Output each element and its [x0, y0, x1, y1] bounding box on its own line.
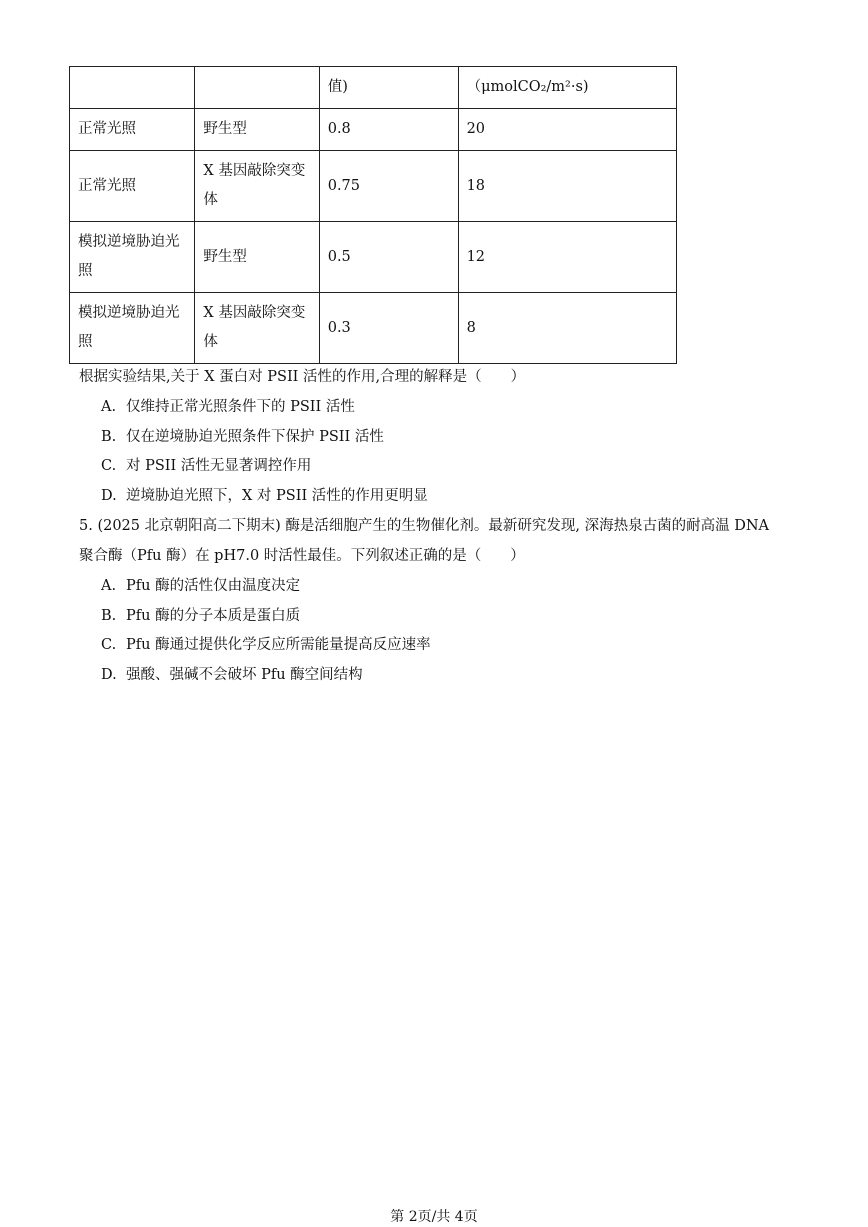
- q4-option-d[interactable]: [101, 485, 428, 507]
- option-text: 仅在逆境胁迫光照条件下保护 PSII 活性: [126, 429, 384, 445]
- table-cell: 正常光照: [70, 109, 195, 151]
- table-row: [70, 67, 677, 109]
- table-cell: 12: [458, 222, 676, 293]
- option-label: D.: [101, 488, 117, 504]
- option-label: C.: [101, 458, 117, 474]
- option-text: 仅维持正常光照条件下的 PSII 活性: [126, 399, 355, 415]
- q5-option-a[interactable]: [101, 575, 300, 597]
- table-cell: 0.3: [319, 293, 458, 364]
- table-cell: （μmolCO₂/m²·s): [458, 67, 676, 109]
- table-cell: 0.75: [319, 151, 458, 222]
- option-text: 对 PSII 活性无显著调控作用: [126, 458, 312, 474]
- table-cell: X 基因敲除突变体: [195, 293, 319, 364]
- table-cell: X 基因敲除突变体: [195, 151, 319, 222]
- question-4-stem: 根据实验结果,关于 X 蛋白对 PSII 活性的作用,合理的解释是（ ）: [79, 369, 526, 385]
- table-cell: 正常光照: [70, 151, 195, 222]
- option-text: 强酸、强碱不会破坏 Pfu 酶空间结构: [126, 667, 363, 683]
- page-number: 第 2页/共 4页: [390, 1209, 478, 1225]
- question-5-stem-line1: 5. (2025 北京朝阳高二下期末) 酶是活细胞产生的生物催化剂。最新研究发现, 深海热泉古菌的耐高温 DNA: [79, 518, 769, 534]
- table-cell: 8: [458, 293, 676, 364]
- table-cell: 野生型: [195, 222, 319, 293]
- table-row: [70, 151, 677, 222]
- table-row: [70, 222, 677, 293]
- q5-option-c[interactable]: [101, 634, 431, 656]
- option-text: Pfu 酶的活性仅由温度决定: [126, 578, 301, 594]
- q5-option-b[interactable]: [101, 605, 300, 627]
- table-cell: 0.8: [319, 109, 458, 151]
- table-cell: 模拟逆境胁迫光照: [70, 293, 195, 364]
- option-label: B.: [101, 429, 117, 445]
- option-text: 逆境胁迫光照下，X 对 PSII 活性的作用更明显: [126, 488, 428, 504]
- q5-option-d[interactable]: [101, 664, 363, 686]
- table-row: [70, 109, 677, 151]
- table-cell: [195, 67, 319, 109]
- table-row: [70, 293, 677, 364]
- table-cell: 值): [319, 67, 458, 109]
- table-cell: [70, 67, 195, 109]
- table-cell: 20: [458, 109, 676, 151]
- option-label: C.: [101, 637, 117, 653]
- table-cell: 0.5: [319, 222, 458, 293]
- table-cell: 模拟逆境胁迫光照: [70, 222, 195, 293]
- option-label: A.: [101, 399, 117, 415]
- option-label: D.: [101, 667, 117, 683]
- table-cell: 18: [458, 151, 676, 222]
- option-label: B.: [101, 608, 117, 624]
- q4-option-a[interactable]: [101, 396, 355, 418]
- q4-option-b[interactable]: [101, 426, 384, 448]
- question-5-stem-line2: 聚合酶（Pfu 酶）在 pH7.0 时活性最佳。下列叙述正确的是（ ）: [79, 548, 525, 564]
- data-table: [69, 66, 677, 364]
- q4-option-c[interactable]: [101, 455, 311, 477]
- option-text: Pfu 酶的分子本质是蛋白质: [126, 608, 301, 624]
- option-label: A.: [101, 578, 117, 594]
- option-text: Pfu 酶通过提供化学反应所需能量提高反应速率: [126, 637, 431, 653]
- table-cell: 野生型: [195, 109, 319, 151]
